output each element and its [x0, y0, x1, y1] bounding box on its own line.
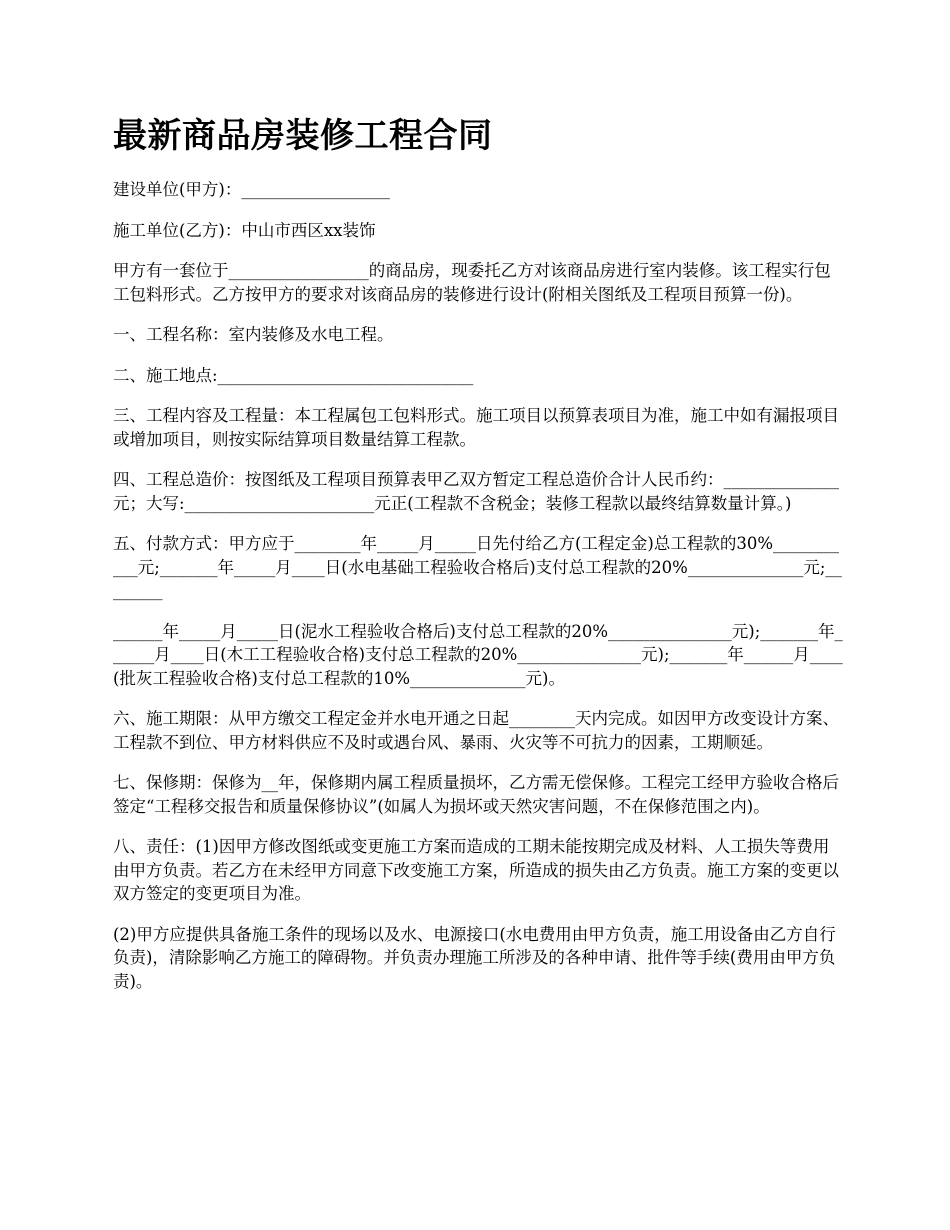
clause-5-payment: 五、付款方式：甲方应于________年_____月_____日先付给乙方(工程定金)总工程款的30%___________元;_______年_____月____日(水电基础工程验收合格后)支付总工程款的20%______________元;________ — [113, 534, 842, 600]
clause-4-total-cost: 四、工程总造价：按图纸及工程项目预算表甲乙双方暂定工程总造价合计人民币约：______________元；大写:_______________________元正(工程款不含税金；装修工程款以最终结算数量计算。) — [113, 470, 839, 513]
clause-5-payment-schedule: ______年_____月_____日(泥水工程验收合格后)支付总工程款的20%_______________元);_______年______月____日(木工工程验收合格)支付总工程款的20%_______________元);_______年______月____(批灰工程验收合格)支付总工程款的10%______________元)。 — [113, 621, 843, 688]
clause-6-period: 六、施工期限：从甲方缴交工程定金并水电开通之日起________天内完成。如因甲方改变设计方案、工程款不到位、甲方材料供应不及时或遇台风、暴雨、火灾等不可抗力的因素，工期顺延。 — [113, 709, 839, 752]
clause-7-warranty: 七、保修期：保修为__年，保修期内属工程质量损坏，乙方需无偿保修。工程完工经甲方验收合格后签定“工程移交报告和质量保修协议”(如属人为损坏或天然灾害问题，不在保修范围之内)。 — [113, 773, 839, 816]
intro-paragraph: 甲方有一套位于_________________的商品房，现委托乙方对该商品房进行室内装修。该工程实行包工包料形式。乙方按甲方的要求对该商品房的装修进行设计(附相关图纸及工程项目预算一份)。 — [113, 261, 831, 304]
document-title: 最新商品房装修工程合同 — [113, 116, 493, 156]
clause-3-scope: 三、工程内容及工程量：本工程属包工包料形式。施工项目以预算表项目为准，施工中如有漏报项目或增加项目，则按实际结算项目数量结算工程款。 — [113, 406, 839, 449]
clause-2-location: 二、施工地点:_______________________________ — [113, 365, 474, 385]
clause-8-responsibility: 八、责任：(1)因甲方修改图纸或变更施工方案而造成的工期未能按期完成及材料、人工损失等费用由甲方负责。若乙方在未经甲方同意下改变施工方案，所造成的损失由乙方负责。施工方案的变更以双方签定的变更项目为准。 — [113, 837, 839, 903]
document-page — [113, 112, 843, 1010]
party-b-line: 施工单位(乙方)：中山市西区xx装饰 — [113, 220, 376, 240]
party-a-line: 建设单位(甲方)：__________________ — [113, 180, 390, 199]
clause-1-project-name: 一、工程名称：室内装修及水电工程。 — [113, 325, 394, 344]
clause-8-item-2: (2)甲方应提供具备施工条件的现场以及水、电源接口(水电费用由甲方负责，施工用设备由乙方自行负责)，清除影响乙方施工的障碍物。并负责办理施工所涉及的各种申请、批件等手续(费用由甲方负责)。 — [113, 924, 836, 991]
